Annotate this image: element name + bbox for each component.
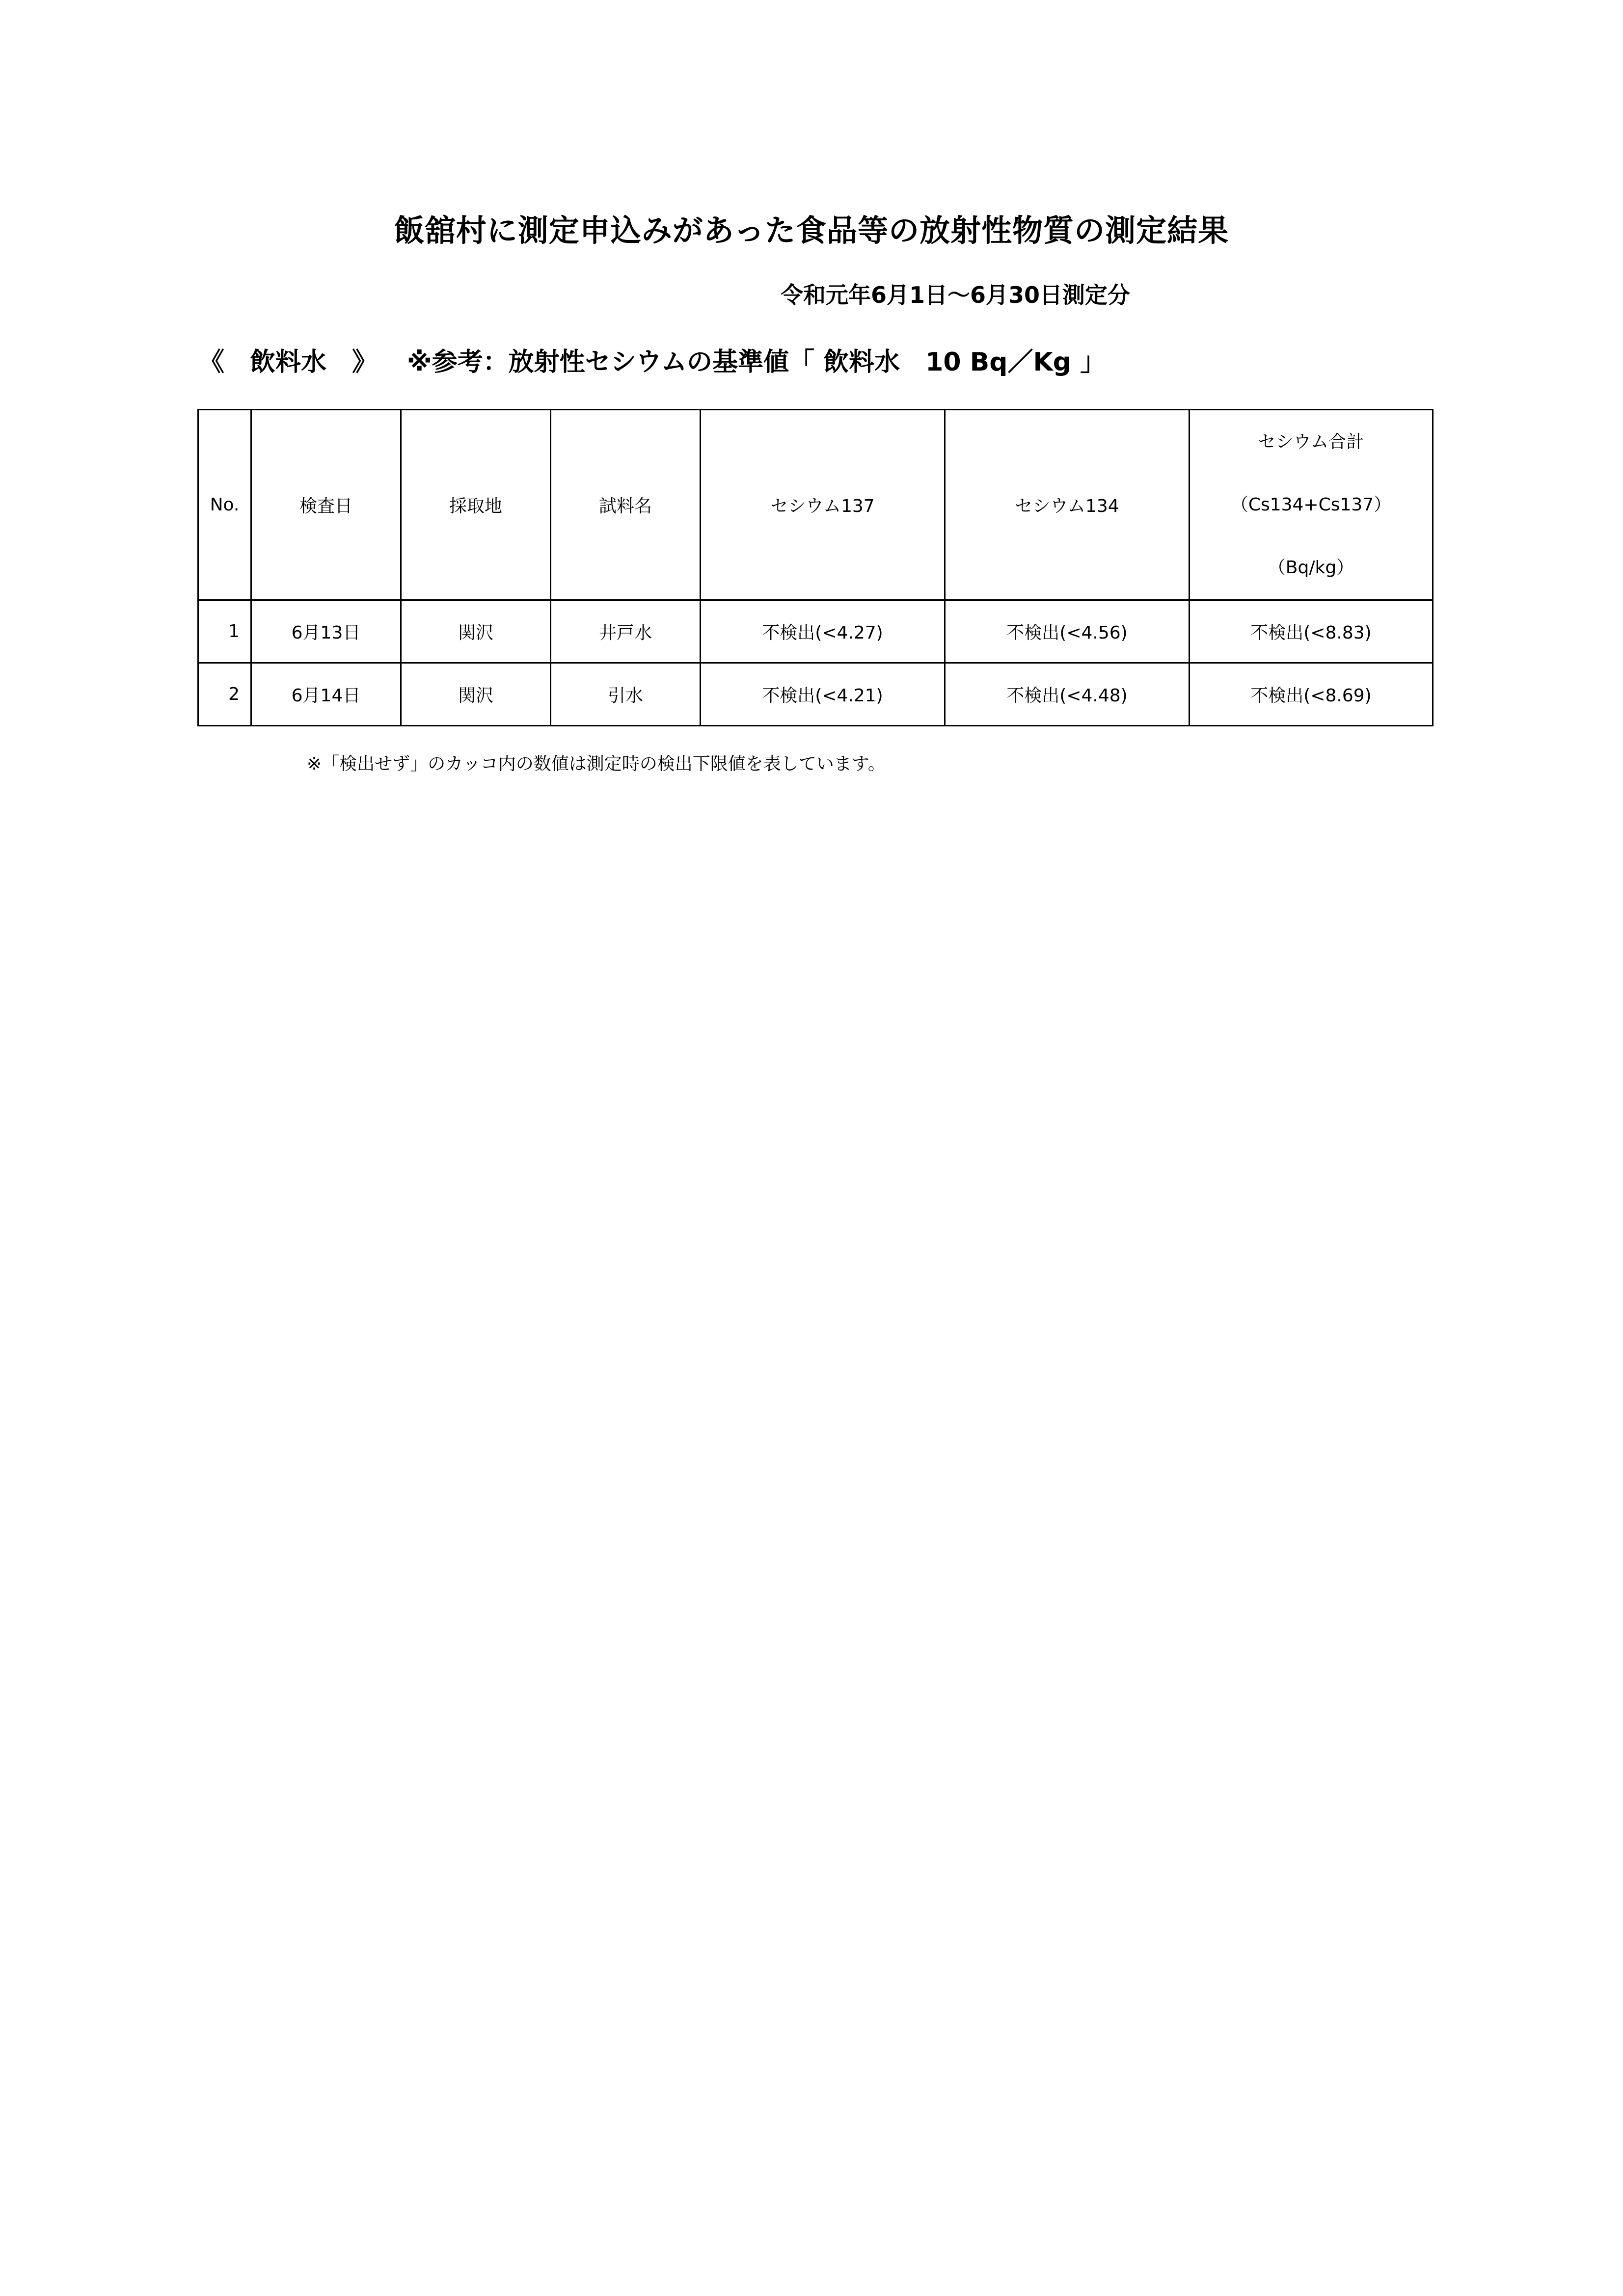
cell-sample: 井戸水 <box>551 600 701 663</box>
footnote: ※「検出せず」のカッコ内の数値は測定時の検出下限値を表しています。 <box>307 754 886 774</box>
table-header-row <box>198 410 1433 600</box>
header-cs137: セシウム137 <box>701 410 945 600</box>
table-row <box>198 600 1433 663</box>
header-cs134: セシウム134 <box>945 410 1190 600</box>
cell-location: 関沢 <box>401 600 551 663</box>
cell-total: 不検出(<8.69) <box>1190 663 1433 726</box>
cell-location: 関沢 <box>401 663 551 726</box>
page-title: 飯舘村に測定申込みがあった食品等の放射性物質の測定結果 <box>394 213 1229 248</box>
header-sample: 試料名 <box>551 410 701 600</box>
header-total <box>1190 410 1433 600</box>
cell-total: 不検出(<8.83) <box>1190 600 1433 663</box>
cell-date: 6月14日 <box>251 663 401 726</box>
measurement-period: 令和元年6月1日〜6月30日測定分 <box>781 282 1131 308</box>
cell-cs137: 不検出(<4.21) <box>701 663 945 726</box>
cell-cs137: 不検出(<4.27) <box>701 600 945 663</box>
section-heading <box>199 341 1106 378</box>
cell-cs134: 不検出(<4.48) <box>945 663 1190 726</box>
category-label: 《 飲料水 》 <box>199 347 378 377</box>
header-location: 採取地 <box>401 410 551 600</box>
table-row <box>198 663 1433 726</box>
cell-cs134: 不検出(<4.56) <box>945 600 1190 663</box>
header-total-formula: （Cs134+Cs137） <box>1230 494 1392 515</box>
header-total-unit: （Bq/kg） <box>1268 557 1354 578</box>
cell-no: 1 <box>198 600 251 663</box>
results-table <box>197 409 1434 726</box>
cell-date: 6月13日 <box>251 600 401 663</box>
header-total-title: セシウム合計 <box>1258 431 1364 452</box>
cell-no: 2 <box>198 663 251 726</box>
reference-standard: ※参考：放射性セシウムの基準値「 飲料水 10 Bq／Kg 」 <box>407 347 1106 377</box>
header-no: No. <box>198 410 251 600</box>
cell-sample: 引水 <box>551 663 701 726</box>
header-date: 検査日 <box>251 410 401 600</box>
